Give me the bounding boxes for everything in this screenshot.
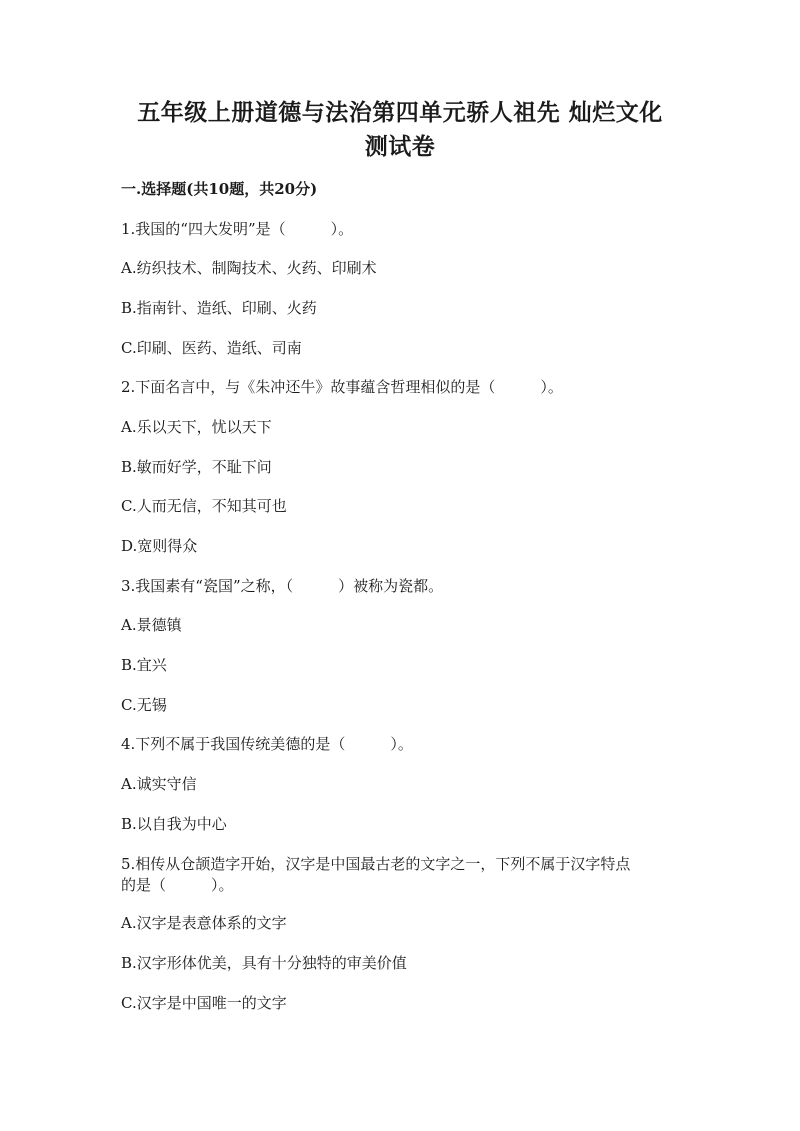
question-3-option-a: A.景德镇	[121, 616, 182, 634]
question-1-stem: 1.我国的“四大发明”是（ ）。	[121, 220, 354, 238]
question-1-option-a: A.纺织技术、制陶技术、火药、印刷术	[121, 259, 377, 277]
question-4-stem: 4.下列不属于我国传统美德的是（ ）。	[121, 735, 413, 753]
question-3-stem: 3.我国素有“瓷国”之称，（ ）被称为瓷都。	[121, 577, 444, 595]
question-1-option-b: B.指南针、造纸、印刷、火药	[121, 299, 317, 317]
question-2-option-b: B.敏而好学，不耻下问	[121, 458, 272, 476]
question-2-option-d: D.宽则得众	[121, 537, 198, 555]
question-5-option-c: C.汉字是中国唯一的文字	[121, 994, 287, 1012]
page-title-line2: 测试卷	[364, 133, 436, 160]
page-title: 五年级上册道德与法治第四单元骄人祖先 灿烂文化	[137, 99, 663, 126]
question-3-option-c: C.无锡	[121, 696, 167, 714]
section-heading: 一.选择题(共10题，共20分)	[121, 180, 318, 198]
question-2-stem: 2.下面名言中，与《朱冲还牛》故事蕴含哲理相似的是（ ）。	[121, 378, 563, 396]
question-1-option-c: C.印刷、医药、造纸、司南	[121, 339, 302, 357]
question-5-option-a: A.汉字是表意体系的文字	[121, 914, 287, 932]
question-5-stem-continued: 的是（ ）。	[121, 876, 234, 894]
question-5-option-b: B.汉字形体优美，具有十分独特的审美价值	[121, 954, 407, 972]
question-4-option-b: B.以自我为中心	[121, 815, 227, 833]
question-3-option-b: B.宜兴	[121, 656, 167, 674]
question-2-option-a: A.乐以天下，忧以天下	[121, 418, 272, 436]
question-4-option-a: A.诚实守信	[121, 775, 197, 793]
question-2-option-c: C.人而无信，不知其可也	[121, 497, 287, 515]
question-5-stem: 5.相传从仓颉造字开始，汉字是中国最古老的文字之一，下列不属于汉字特点	[121, 855, 631, 873]
